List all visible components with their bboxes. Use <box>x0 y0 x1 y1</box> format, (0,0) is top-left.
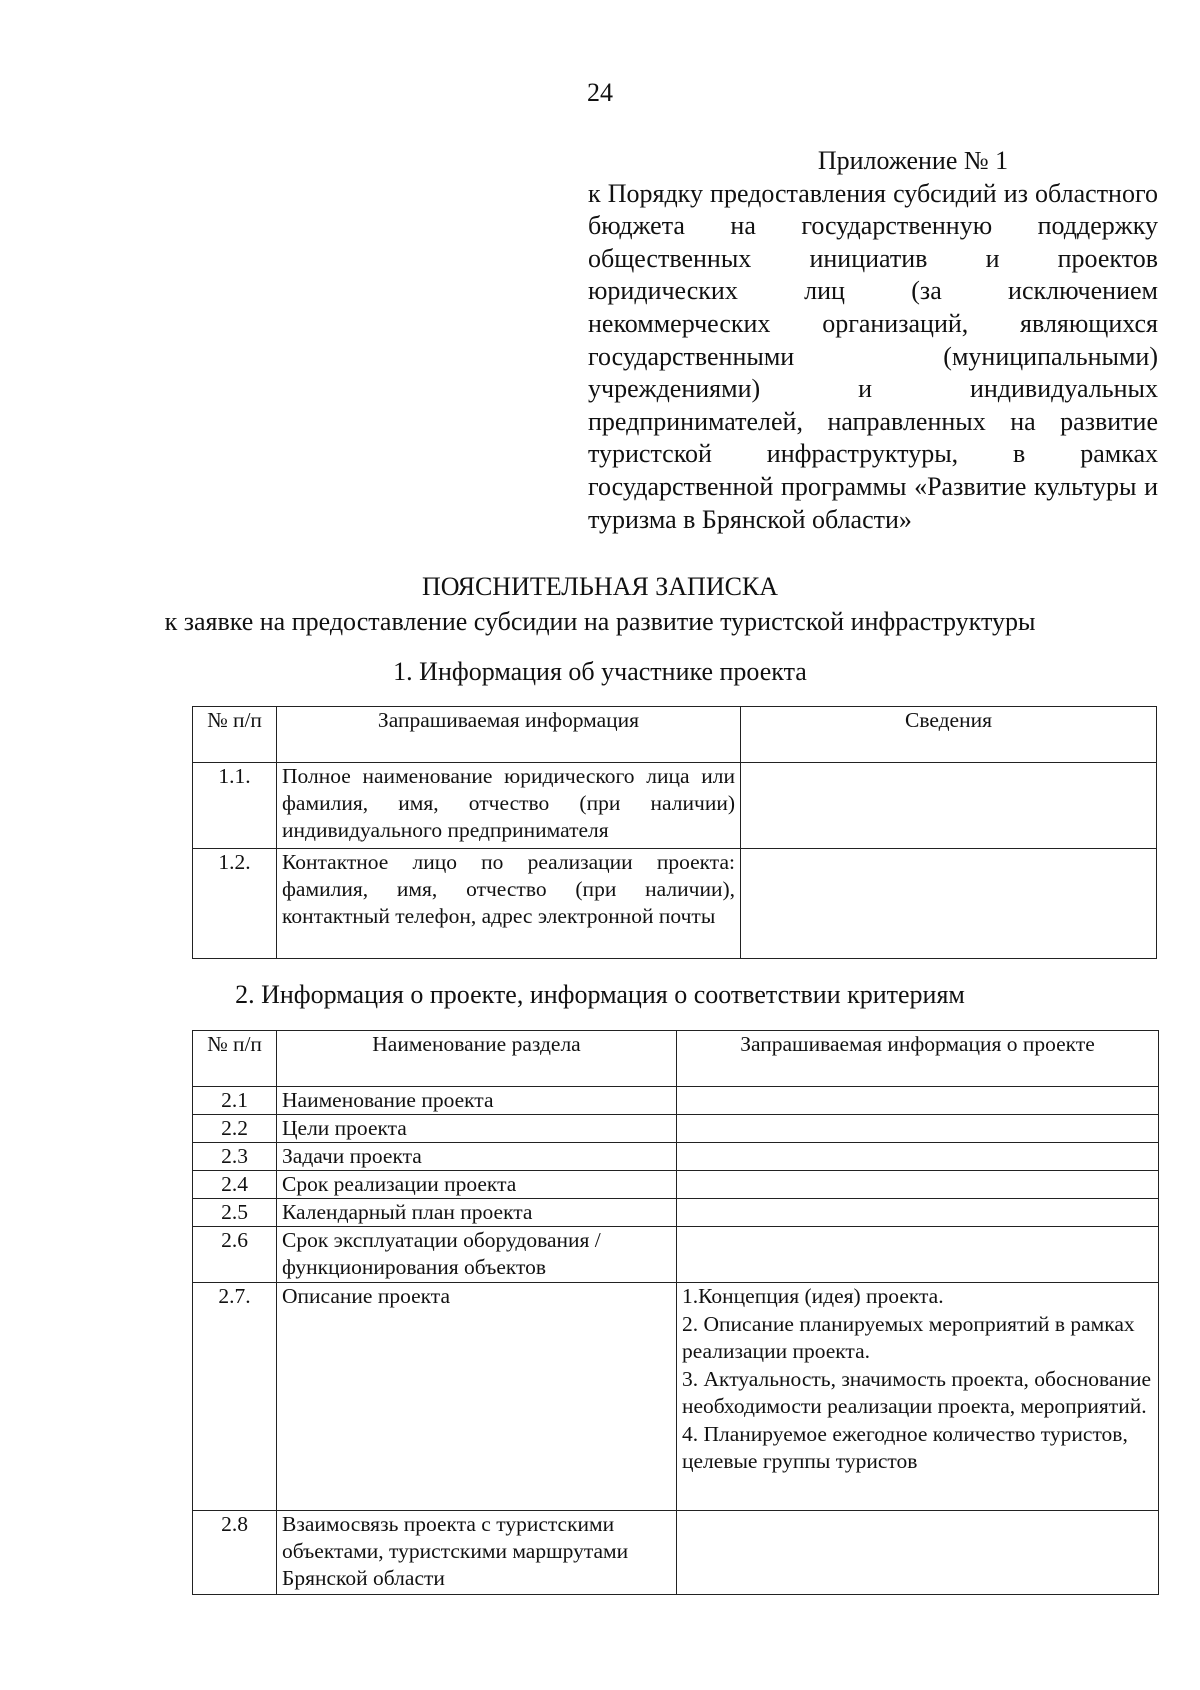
row-label: Взаимосвязь проекта с туристскими объектами, туристскими маршрутами Брянской области <box>277 1511 677 1595</box>
section-2-heading: 2. Информация о проекте, информация о соответствии критериям <box>235 980 965 1009</box>
table-row <box>193 1283 1159 1511</box>
document-subtitle: к заявке на предоставление субсидии на развитие туристской инфраструктуры <box>164 607 1036 636</box>
row-number: 2.3 <box>193 1143 277 1171</box>
page-number: 24 <box>587 78 613 107</box>
row-number: 1.1. <box>193 763 277 849</box>
participant-info-table <box>192 706 1157 959</box>
row-value-cell[interactable] <box>677 1227 1159 1283</box>
header-requested-info: Запрашиваемая информация <box>277 707 741 763</box>
row-label: Задачи проекта <box>277 1143 677 1171</box>
appendix-block <box>588 145 1158 536</box>
requirement-item: 4. Планируемое ежегодное количество туристов, целевые группы туристов <box>682 1421 1128 1473</box>
project-info-table <box>192 1030 1159 1595</box>
table-row <box>193 1087 1159 1115</box>
row-label: Срок реализации проекта <box>277 1171 677 1199</box>
row-number: 2.1 <box>193 1087 277 1115</box>
row-value-cell[interactable] <box>677 1511 1159 1595</box>
table-row <box>193 1115 1159 1143</box>
row-label: Цели проекта <box>277 1115 677 1143</box>
appendix-body: к Порядку предоставления субсидий из областного бюджета на государственную поддержку общественных инициатив и проектов юридических лиц (за исключением некоммерческих организаций, являющихся государственными (муниципальными) учреждениями) и индивидуальных предпринимателей, направленных на развитие туристской инфраструктуры, в рамках государственной программы «Развитие культуры и туризма в Брянской области» <box>588 178 1158 534</box>
document-title: ПОЯСНИТЕЛЬНАЯ ЗАПИСКА <box>421 572 779 601</box>
table-row <box>193 1199 1159 1227</box>
project-description-requirements <box>677 1283 1159 1511</box>
row-value-cell[interactable] <box>677 1087 1159 1115</box>
table-header-row <box>193 707 1157 763</box>
row-value-cell[interactable] <box>677 1115 1159 1143</box>
row-number: 2.8 <box>193 1511 277 1595</box>
table-row <box>193 763 1157 849</box>
table-row <box>193 849 1157 959</box>
table-header-row <box>193 1031 1159 1087</box>
header-details: Сведения <box>741 707 1157 763</box>
row-value-cell[interactable] <box>677 1199 1159 1227</box>
row-label: Наименование проекта <box>277 1087 677 1115</box>
table-row <box>193 1511 1159 1595</box>
row-number: 2.2 <box>193 1115 277 1143</box>
requirement-item: 1.Концепция (идея) проекта. <box>682 1284 944 1308</box>
row-number: 1.2. <box>193 849 277 959</box>
requirement-item: 2. Описание планируемых мероприятий в рамках реализации проекта. <box>682 1311 1135 1363</box>
header-number: № п/п <box>193 707 277 763</box>
header-project-info: Запрашиваемая информация о проекте <box>677 1031 1159 1087</box>
table-row <box>193 1143 1159 1171</box>
section-1-heading: 1. Информация об участнике проекта <box>393 657 807 686</box>
row-value-cell[interactable] <box>677 1171 1159 1199</box>
row-value-cell[interactable] <box>741 763 1157 849</box>
row-label: Контактное лицо по реализации проекта: фамилия, имя, отчество (при наличии), контактный телефон, адрес электронной почты <box>277 849 741 959</box>
row-label: Календарный план проекта <box>277 1199 677 1227</box>
table-row <box>193 1227 1159 1283</box>
row-label: Описание проекта <box>277 1283 677 1511</box>
row-value-cell[interactable] <box>741 849 1157 959</box>
row-label: Полное наименование юридического лица или фамилия, имя, отчество (при наличии) индивидуального предпринимателя <box>277 763 741 849</box>
requirement-item: 3. Актуальность, значимость проекта, обоснование необходимости реализации проекта, мероприятий. <box>682 1366 1151 1418</box>
row-value-cell[interactable] <box>677 1143 1159 1171</box>
row-label: Срок эксплуатации оборудования /функционирования объектов <box>277 1227 677 1283</box>
appendix-title: Приложение № 1 <box>817 146 1009 175</box>
header-section-name: Наименование раздела <box>277 1031 677 1087</box>
row-number: 2.5 <box>193 1199 277 1227</box>
row-number: 2.4 <box>193 1171 277 1199</box>
table-row <box>193 1171 1159 1199</box>
row-number: 2.7. <box>193 1283 277 1511</box>
row-number: 2.6 <box>193 1227 277 1283</box>
header-number: № п/п <box>193 1031 277 1087</box>
